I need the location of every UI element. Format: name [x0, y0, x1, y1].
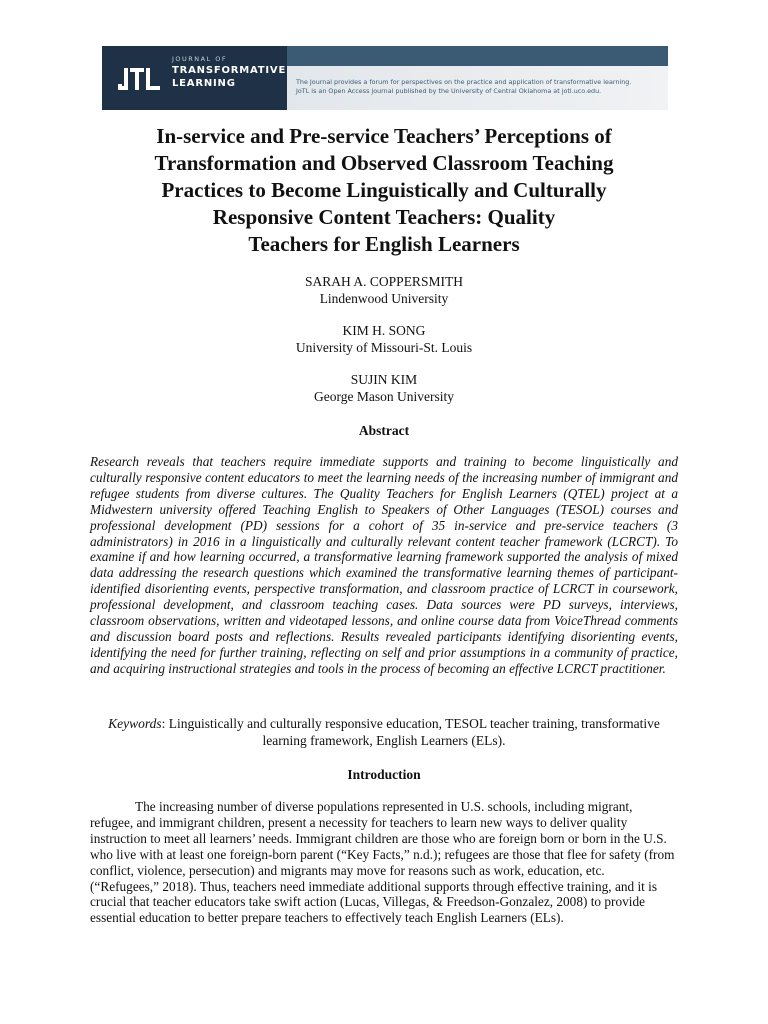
paper-title [100, 123, 668, 258]
logo-line-2: TRANSFORMATIVE [172, 64, 287, 76]
keywords-text: : Linguistically and culturally responsive education, TESOL teacher training, transformative learning framework, English Learners (ELs). [161, 716, 660, 748]
author-block [100, 322, 668, 356]
title-line-5: Teachers for English Learners [248, 232, 520, 256]
journal-description-line-1: The Journal provides a forum for perspectives on the practice and application of transformative learning. [296, 78, 632, 86]
banner-logo-panel [102, 46, 287, 110]
author-name: SARAH A. COPPERSMITH [305, 274, 463, 289]
author-name: KIM H. SONG [342, 323, 426, 338]
title-line-2: Transformation and Observed Classroom Teaching [154, 151, 614, 175]
author-affiliation: George Mason University [314, 389, 454, 404]
banner-stripe [287, 46, 668, 66]
jotl-logo-icon [116, 64, 162, 94]
author-block [100, 273, 668, 307]
keywords [100, 716, 668, 749]
author-affiliation: University of Missouri-St. Louis [295, 340, 473, 355]
author-name: SUJIN KIM [350, 372, 418, 387]
title-line-1: In-service and Pre-service Teachers’ Perceptions of [156, 124, 612, 148]
keywords-label: Keywords [108, 716, 162, 731]
introduction-heading: Introduction [347, 767, 421, 782]
title-line-4: Responsive Content Teachers: Quality [212, 205, 556, 229]
author-affiliation: Lindenwood University [319, 291, 449, 306]
logo-line-3: LEARNING [172, 77, 236, 89]
introduction-paragraph: The increasing number of diverse populations represented in U.S. schools, including migrant, refugee, and immigrant children, present a necessity for teachers to learn new ways to deliver quality instruction to meet all learners’ needs. Immigrant children are those who are foreign born or born in the U.S. who live with at least one foreign-born parent (“Key Facts,” n.d.); refugees are those that flee for safety (from conflict, violence, persecution) and migrants may move for reasons such as work, education, etc. (“Refugees,” 2018). Thus, teachers need immediate additional supports through effective training, and it is crucial that teacher educators take swift action (Lucas, Villegas, & Freedson-Gonzalez, 2008) to provide essential education to better prepare teachers to effectively teach English Learners (ELs). [90, 799, 675, 926]
abstract-text: Research reveals that teachers require immediate supports and training to become linguistically and culturally responsive content educators to meet the learning needs of the increasing number of immigrant and refugee students from diverse cultures. The Quality Teachers for English Learners (QTEL) project at a Midwestern university offered Teaching English to Speakers of Other Languages (TESOL) courses and professional development (PD) sessions for a cohort of 35 in-service and pre-service teachers (3 administrators) in 2016 in a linguistically and culturally relevant content teacher framework (LCRCT). To examine if and how learning occurred, a transformative learning framework supported the analysis of mixed data addressing the research questions which examined the transformative learning themes of participant-identified disorienting events, perspective transformation, and classroom practice of LCRCT in coursework, professional development, and classroom teaching cases. Data sources were PD surveys, interviews, classroom observations, written and videotaped lessons, and online course data from VoiceThread comments and discussion board posts and reflections. Results revealed participants identifying disorienting events, identifying the need for further training, reflecting on self and prior assumptions in a community of practice, and acquiring instructional strategies and tools in the process of becoming an effective LCRCT practitioner. [90, 454, 678, 676]
journal-description-line-2: JoTL is an Open Access journal published by the University of Central Oklahoma at jotl.uco.edu. [296, 87, 602, 95]
abstract-heading: Abstract [358, 423, 410, 438]
author-block [100, 371, 668, 405]
author-list [100, 273, 668, 420]
journal-banner [102, 46, 668, 110]
journal-logo-text [172, 56, 286, 89]
journal-description [296, 78, 666, 96]
title-line-3: Practices to Become Linguistically and Culturally [161, 178, 607, 202]
logo-line-1: JOURNAL OF [172, 55, 228, 63]
